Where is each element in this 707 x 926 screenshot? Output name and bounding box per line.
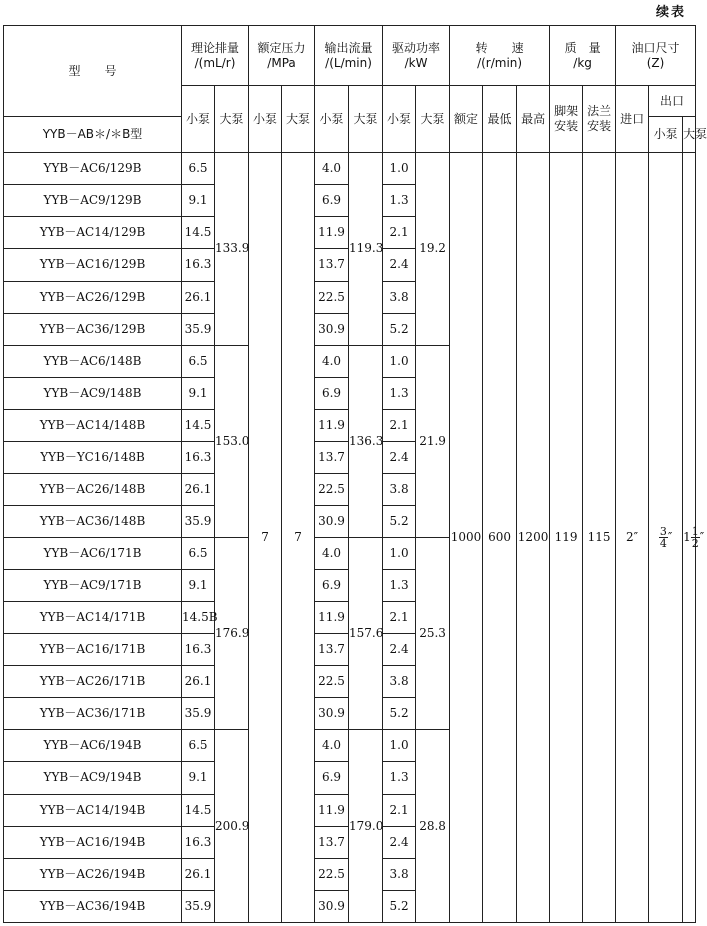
flange-mount-header: 法兰 安装: [583, 86, 616, 153]
small-power-cell: 5.2: [383, 313, 416, 345]
small-flow-cell: 11.9: [315, 602, 349, 634]
power-large-header: 大泵: [416, 86, 450, 153]
small-displacement-cell: 26.1: [182, 281, 215, 313]
small-displacement-cell: 35.9: [182, 313, 215, 345]
small-flow-cell: 13.7: [315, 249, 349, 281]
port-inlet-cell: 2″: [616, 153, 649, 923]
fraction: $\frac{3}{4}$: [659, 525, 667, 551]
small-displacement-cell: 35.9: [182, 698, 215, 730]
small-power-cell: 5.2: [383, 698, 416, 730]
small-power-cell: 5.2: [383, 890, 416, 922]
small-power-cell: 1.0: [383, 538, 416, 570]
model-cell: YYB－AC16/171B: [4, 634, 182, 666]
model-cell: YYB－AC6/194B: [4, 730, 182, 762]
model-cell: YYB－YC16/148B: [4, 441, 182, 473]
header-row-1: [4, 26, 696, 86]
model-cell: YYB－AC16/129B: [4, 249, 182, 281]
small-flow-cell: 11.9: [315, 217, 349, 249]
speed-header: 转 速 /(r/min): [450, 26, 550, 86]
continued-label: 续表: [655, 5, 686, 20]
small-power-cell: 2.4: [383, 249, 416, 281]
model-cell: YYB－AC6/129B: [4, 153, 182, 185]
small-power-cell: 1.3: [383, 185, 416, 217]
table-row: [4, 153, 696, 185]
small-flow-cell: 30.9: [315, 313, 349, 345]
small-flow-cell: 22.5: [315, 858, 349, 890]
table-body: [4, 26, 707, 923]
small-power-cell: 2.4: [383, 634, 416, 666]
large-flow-cell: 119.3: [349, 153, 383, 345]
small-displacement-cell: 16.3: [182, 634, 215, 666]
flow-small-header: 小泵: [315, 86, 349, 153]
large-flow-cell: 179.0: [349, 730, 383, 923]
model-cell: YYB－AC6/171B: [4, 538, 182, 570]
fraction: $\frac{1}{2}$: [691, 525, 699, 551]
small-displacement-cell: 9.1: [182, 377, 215, 409]
small-flow-cell: 22.5: [315, 666, 349, 698]
model-series-header: YYB－AB＊/＊B型: [4, 117, 182, 153]
speed-rated-header: 额定: [450, 86, 483, 153]
model-cell: YYB－AC36/148B: [4, 505, 182, 537]
speed-min-cell: 600: [483, 153, 517, 923]
small-displacement-cell: 9.1: [182, 185, 215, 217]
model-cell: YYB－AC9/194B: [4, 762, 182, 794]
inlet-header: 进口: [616, 86, 649, 153]
model-cell: YYB－AC26/148B: [4, 473, 182, 505]
model-cell: YYB－AC6/148B: [4, 345, 182, 377]
model-cell: YYB－AC14/171B: [4, 602, 182, 634]
small-power-cell: 1.3: [383, 570, 416, 602]
port-outlet-small-cell: $\frac{3}{4}$ ″: [649, 153, 683, 923]
speed-rated-cell: 1000: [450, 153, 483, 923]
large-power-cell: 28.8: [416, 730, 450, 923]
small-power-cell: 3.8: [383, 473, 416, 505]
small-displacement-cell: 6.5: [182, 730, 215, 762]
small-displacement-cell: 16.3: [182, 826, 215, 858]
large-displacement-cell: 133.9: [215, 153, 249, 345]
pressure-header: 额定压力 /MPa: [249, 26, 315, 86]
small-flow-cell: 13.7: [315, 826, 349, 858]
large-displacement-cell: 200.9: [215, 730, 249, 923]
model-cell: YYB－AC36/171B: [4, 698, 182, 730]
small-flow-cell: 22.5: [315, 281, 349, 313]
outlet-header: 出口: [649, 86, 696, 117]
small-power-cell: 1.3: [383, 762, 416, 794]
model-cell: YYB－AC26/171B: [4, 666, 182, 698]
small-displacement-cell: 35.9: [182, 890, 215, 922]
pressure-small-header: 小泵: [249, 86, 282, 153]
disp-small-header: 小泵: [182, 86, 215, 153]
foot-mount-header: 脚架 安装: [550, 86, 583, 153]
disp-large-header: 大泵: [215, 86, 249, 153]
small-displacement-cell: 26.1: [182, 666, 215, 698]
large-displacement-cell: 153.0: [215, 345, 249, 537]
small-flow-cell: 6.9: [315, 570, 349, 602]
large-power-cell: 21.9: [416, 345, 450, 537]
model-header: 型 号: [4, 26, 182, 117]
pressure-large-header: 大泵: [282, 86, 315, 153]
mass-flange-cell: 115: [583, 153, 616, 923]
pressure-small-cell: 7: [249, 153, 282, 923]
model-cell: YYB－AC14/129B: [4, 217, 182, 249]
small-power-cell: 2.1: [383, 409, 416, 441]
small-power-cell: 2.1: [383, 602, 416, 634]
small-displacement-cell: 9.1: [182, 762, 215, 794]
power-header: 驱动功率 /kW: [383, 26, 450, 86]
flow-large-header: 大泵: [349, 86, 383, 153]
small-power-cell: 1.0: [383, 730, 416, 762]
small-displacement-cell: 14.5: [182, 409, 215, 441]
small-power-cell: 2.1: [383, 217, 416, 249]
small-flow-cell: 6.9: [315, 185, 349, 217]
small-flow-cell: 4.0: [315, 153, 349, 185]
power-small-header: 小泵: [383, 86, 416, 153]
small-flow-cell: 30.9: [315, 890, 349, 922]
model-cell: YYB－AC9/171B: [4, 570, 182, 602]
speed-max-cell: 1200: [517, 153, 550, 923]
model-cell: YYB－AC26/129B: [4, 281, 182, 313]
large-flow-cell: 157.6: [349, 538, 383, 730]
small-flow-cell: 13.7: [315, 441, 349, 473]
speed-max-header: 最高: [517, 86, 550, 153]
mass-header: 质 量 /kg: [550, 26, 616, 86]
pump-spec-table: [3, 25, 707, 923]
small-flow-cell: 11.9: [315, 794, 349, 826]
small-power-cell: 3.8: [383, 281, 416, 313]
model-cell: YYB－AC14/194B: [4, 794, 182, 826]
small-power-cell: 1.3: [383, 377, 416, 409]
port-outlet-large-cell: 1 $\frac{1}{2}$ ″: [683, 153, 696, 923]
model-cell: YYB－AC36/129B: [4, 313, 182, 345]
small-flow-cell: 4.0: [315, 345, 349, 377]
small-displacement-cell: 14.5: [182, 217, 215, 249]
model-cell: YYB－AC14/148B: [4, 409, 182, 441]
large-power-cell: 19.2: [416, 153, 450, 345]
small-displacement-cell: 35.9: [182, 505, 215, 537]
small-flow-cell: 13.7: [315, 634, 349, 666]
small-displacement-cell: 14.5: [182, 794, 215, 826]
small-displacement-cell: 6.5: [182, 153, 215, 185]
pressure-large-cell: 7: [282, 153, 315, 923]
port-header: 油口尺寸 (Z): [616, 26, 696, 86]
small-flow-cell: 4.0: [315, 730, 349, 762]
mass-foot-cell: 119: [550, 153, 583, 923]
small-displacement-cell: 6.5: [182, 345, 215, 377]
small-power-cell: 2.4: [383, 441, 416, 473]
small-displacement-cell: 14.5B: [182, 602, 215, 634]
small-power-cell: 1.0: [383, 345, 416, 377]
flow-header: 输出流量 /(L/min): [315, 26, 383, 86]
small-displacement-cell: 26.1: [182, 858, 215, 890]
small-flow-cell: 6.9: [315, 377, 349, 409]
model-cell: YYB－AC26/194B: [4, 858, 182, 890]
small-displacement-cell: 9.1: [182, 570, 215, 602]
small-flow-cell: 4.0: [315, 538, 349, 570]
displacement-header: 理论排量 /(mL/r): [182, 26, 249, 86]
model-cell: YYB－AC9/129B: [4, 185, 182, 217]
speed-min-header: 最低: [483, 86, 517, 153]
model-cell: YYB－AC9/148B: [4, 377, 182, 409]
small-flow-cell: 30.9: [315, 698, 349, 730]
small-power-cell: 3.8: [383, 666, 416, 698]
small-flow-cell: 22.5: [315, 473, 349, 505]
small-power-cell: 1.0: [383, 153, 416, 185]
outlet-small-header: 小泵: [649, 117, 683, 153]
large-flow-cell: 136.3: [349, 345, 383, 537]
small-power-cell: 2.1: [383, 794, 416, 826]
model-cell: YYB－AC16/194B: [4, 826, 182, 858]
small-power-cell: 5.2: [383, 505, 416, 537]
small-power-cell: 3.8: [383, 858, 416, 890]
large-displacement-cell: 176.9: [215, 538, 249, 730]
model-cell: YYB－AC36/194B: [4, 890, 182, 922]
small-displacement-cell: 6.5: [182, 538, 215, 570]
small-displacement-cell: 16.3: [182, 249, 215, 281]
small-power-cell: 2.4: [383, 826, 416, 858]
small-displacement-cell: 16.3: [182, 441, 215, 473]
large-power-cell: 25.3: [416, 538, 450, 730]
outlet-large-header: 大泵: [683, 117, 696, 153]
small-displacement-cell: 26.1: [182, 473, 215, 505]
small-flow-cell: 30.9: [315, 505, 349, 537]
small-flow-cell: 11.9: [315, 409, 349, 441]
small-flow-cell: 6.9: [315, 762, 349, 794]
